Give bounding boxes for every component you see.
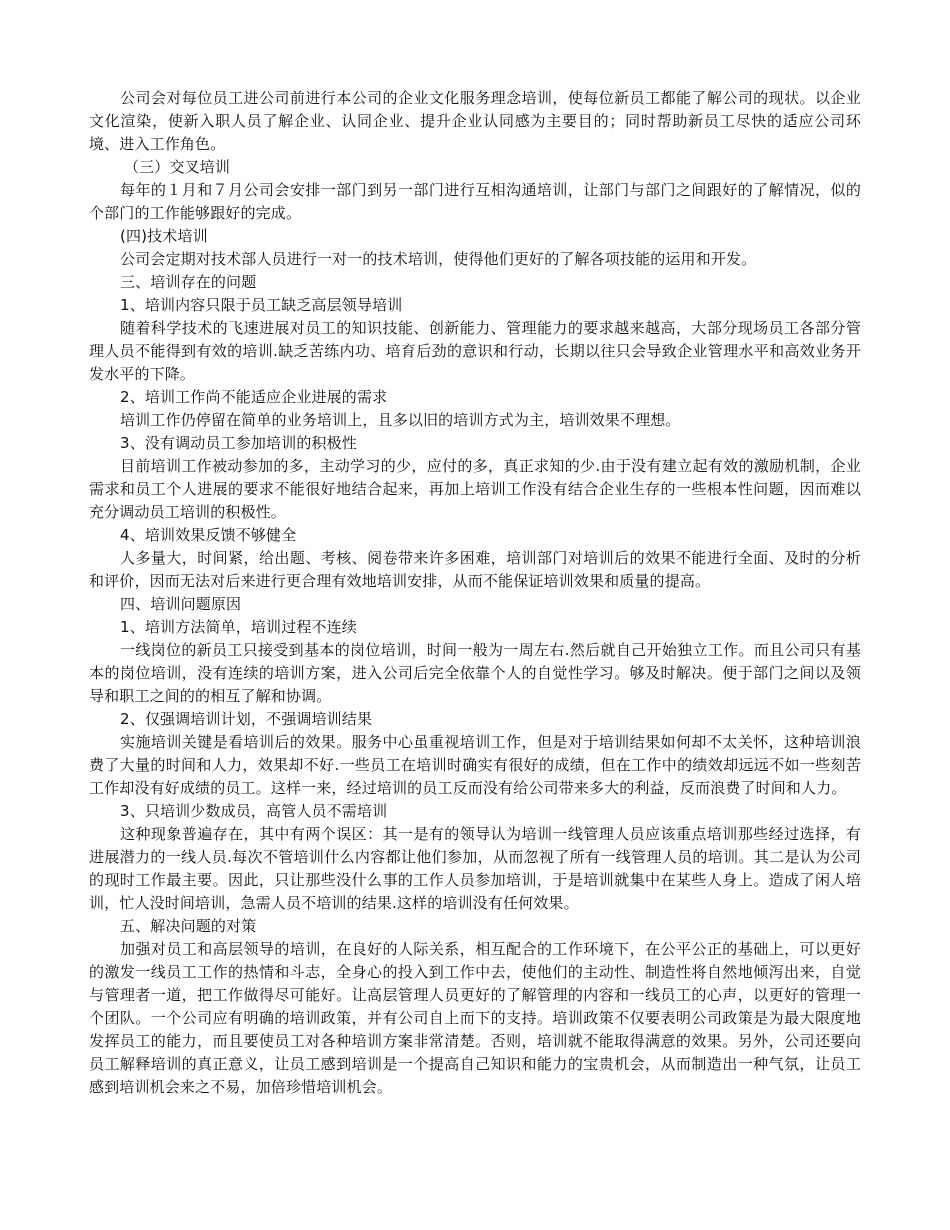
subheading-cause-3: 3、只培训少数成员，高管人员不需培训 <box>120 802 388 820</box>
section-heading-causes: 四、培训问题原因 <box>120 595 242 613</box>
heading-technical-training: (四)技术培训 <box>120 227 208 245</box>
section-heading-problems: 三、培训存在的问题 <box>120 273 257 291</box>
subheading-problem-4: 4、培训效果反馈不够健全 <box>120 526 297 544</box>
paragraph-culture-training: 公司会对每位员工进公司前进行本公司的企业文化服务理念培训，使每位新员工都能了解公司的现状。以企业文化渲染，使新入职人员了解企业、认同企业、提升企业认同感为主要目的；同时帮助新员工尽快的适应公司环境、进入工作角色。 <box>89 89 861 153</box>
section-heading-solutions: 五、解决问题的对策 <box>120 917 257 935</box>
heading-cross-training: （三）交叉培训 <box>124 158 231 176</box>
document-body <box>89 87 861 1099</box>
subheading-problem-3: 3、没有调动员工参加培训的积极性 <box>120 434 357 452</box>
subheading-problem-2: 2、培训工作尚不能适应企业进展的需求 <box>120 388 388 406</box>
paragraph-cause-2: 实施培训关键是看培训后的效果。服务中心虽重视培训工作，但是对于培训结果如何却不太关怀，这种培训浪费了大量的时间和人力，效果却不好.一些员工在培训时确实有很好的成绩，但在工作中的绩效却远远不如一些刻苦工作却没有好成绩的员工。这样一来，经过培训的员工反而没有给公司带来多大的利益，反而浪费了时间和人力。 <box>89 733 861 797</box>
paragraph-problem-2: 培训工作仍停留在简单的业务培训上，且多以旧的培训方式为主，培训效果不理想。 <box>120 411 681 429</box>
paragraph-cause-1: 一线岗位的新员工只接受到基本的岗位培训，时间一般为一周左右.然后就自己开始独立工作。而且公司只有基本的岗位培训，没有连续的培训方案，进入公司后完全依靠个人的自觉性学习。够及时解决。便于部门之间以及领导和职工之间的的相互了解和协调。 <box>89 641 861 705</box>
paragraph-technical-training: 公司会定期对技术部人员进行一对一的技术培训，使得他们更好的了解各项技能的运用和开发。 <box>120 250 757 268</box>
subheading-problem-1: 1、培训内容只限于员工缺乏高层领导培训 <box>120 296 403 314</box>
paragraph-solutions: 加强对员工和高层领导的培训，在良好的人际关系，相互配合的工作环境下，在公平公正的基础上，可以更好的激发一线员工工作的热情和斗志，全身心的投入到工作中去，使他们的主动性、制造性将自然地倾泻出来，自觉与管理者一道，把工作做得尽可能好。让高层管理人员更好的了解管理的内容和一线员工的心声，以更好的管理一个团队。一个公司应有明确的培训政策，并有公司自上而下的支持。培训政策不仅要表明公司政策是为最大限度地发挥员工的能力，而且要使员工对各种培训方案非常清楚。否则，培训就不能取得满意的效果。另外，公司还要向员工解释培训的真正意义，让员工感到培训是一个提高自己知识和能力的宝贵机会，从而制造出一种气氛，让员工感到培训机会来之不易，加倍珍惜培训机会。 <box>89 940 861 1096</box>
paragraph-problem-3: 目前培训工作被动参加的多，主动学习的少，应付的多，真正求知的少.由于没有建立起有效的激励机制，企业需求和员工个人进展的要求不能很好地结合起来，再加上培训工作没有结合企业生存的一些根本性问题，因而难以充分调动员工培训的积极性。 <box>89 457 861 521</box>
subheading-cause-1: 1、培训方法简单，培训过程不连续 <box>120 618 357 636</box>
subheading-cause-2: 2、仅强调培训计划，不强调培训结果 <box>120 710 373 728</box>
paragraph-problem-4: 人多量大，时间紧，给出题、考核、阅卷带来许多困难，培训部门对培训后的效果不能进行全面、及时的分析和评价，因而无法对后来进行更合理有效地培训安排，从而不能保证培训效果和质量的提高。 <box>89 549 861 590</box>
paragraph-problem-1: 随着科学技术的飞速进展对员工的知识技能、创新能力、管理能力的要求越来越高，大部分现场员工各部分管理人员不能得到有效的培训.缺乏苦练内功、培育后劲的意识和行动，长期以往只会导致企业管理水平和高效业务开发水平的下降。 <box>89 319 861 383</box>
paragraph-cause-3: 这种现象普遍存在，其中有两个误区：其一是有的领导认为培训一线管理人员应该重点培训那些经过选择，有进展潜力的一线人员.每次不管培训什么内容都让他们参加，从而忽视了所有一线管理人员的培训。其二是认为公司的现时工作最主要。因此，只让那些没什么事的工作人员参加培训，于是培训就集中在某些人身上。造成了闲人培训，忙人没时间培训，急需人员不培训的结果.这样的培训没有任何效果。 <box>89 825 861 912</box>
paragraph-cross-training: 每年的１月和７月公司会安排一部门到另一部门进行互相沟通培训，让部门与部门之间跟好的了解情况，似的个部门的工作能够跟好的完成。 <box>89 181 861 222</box>
